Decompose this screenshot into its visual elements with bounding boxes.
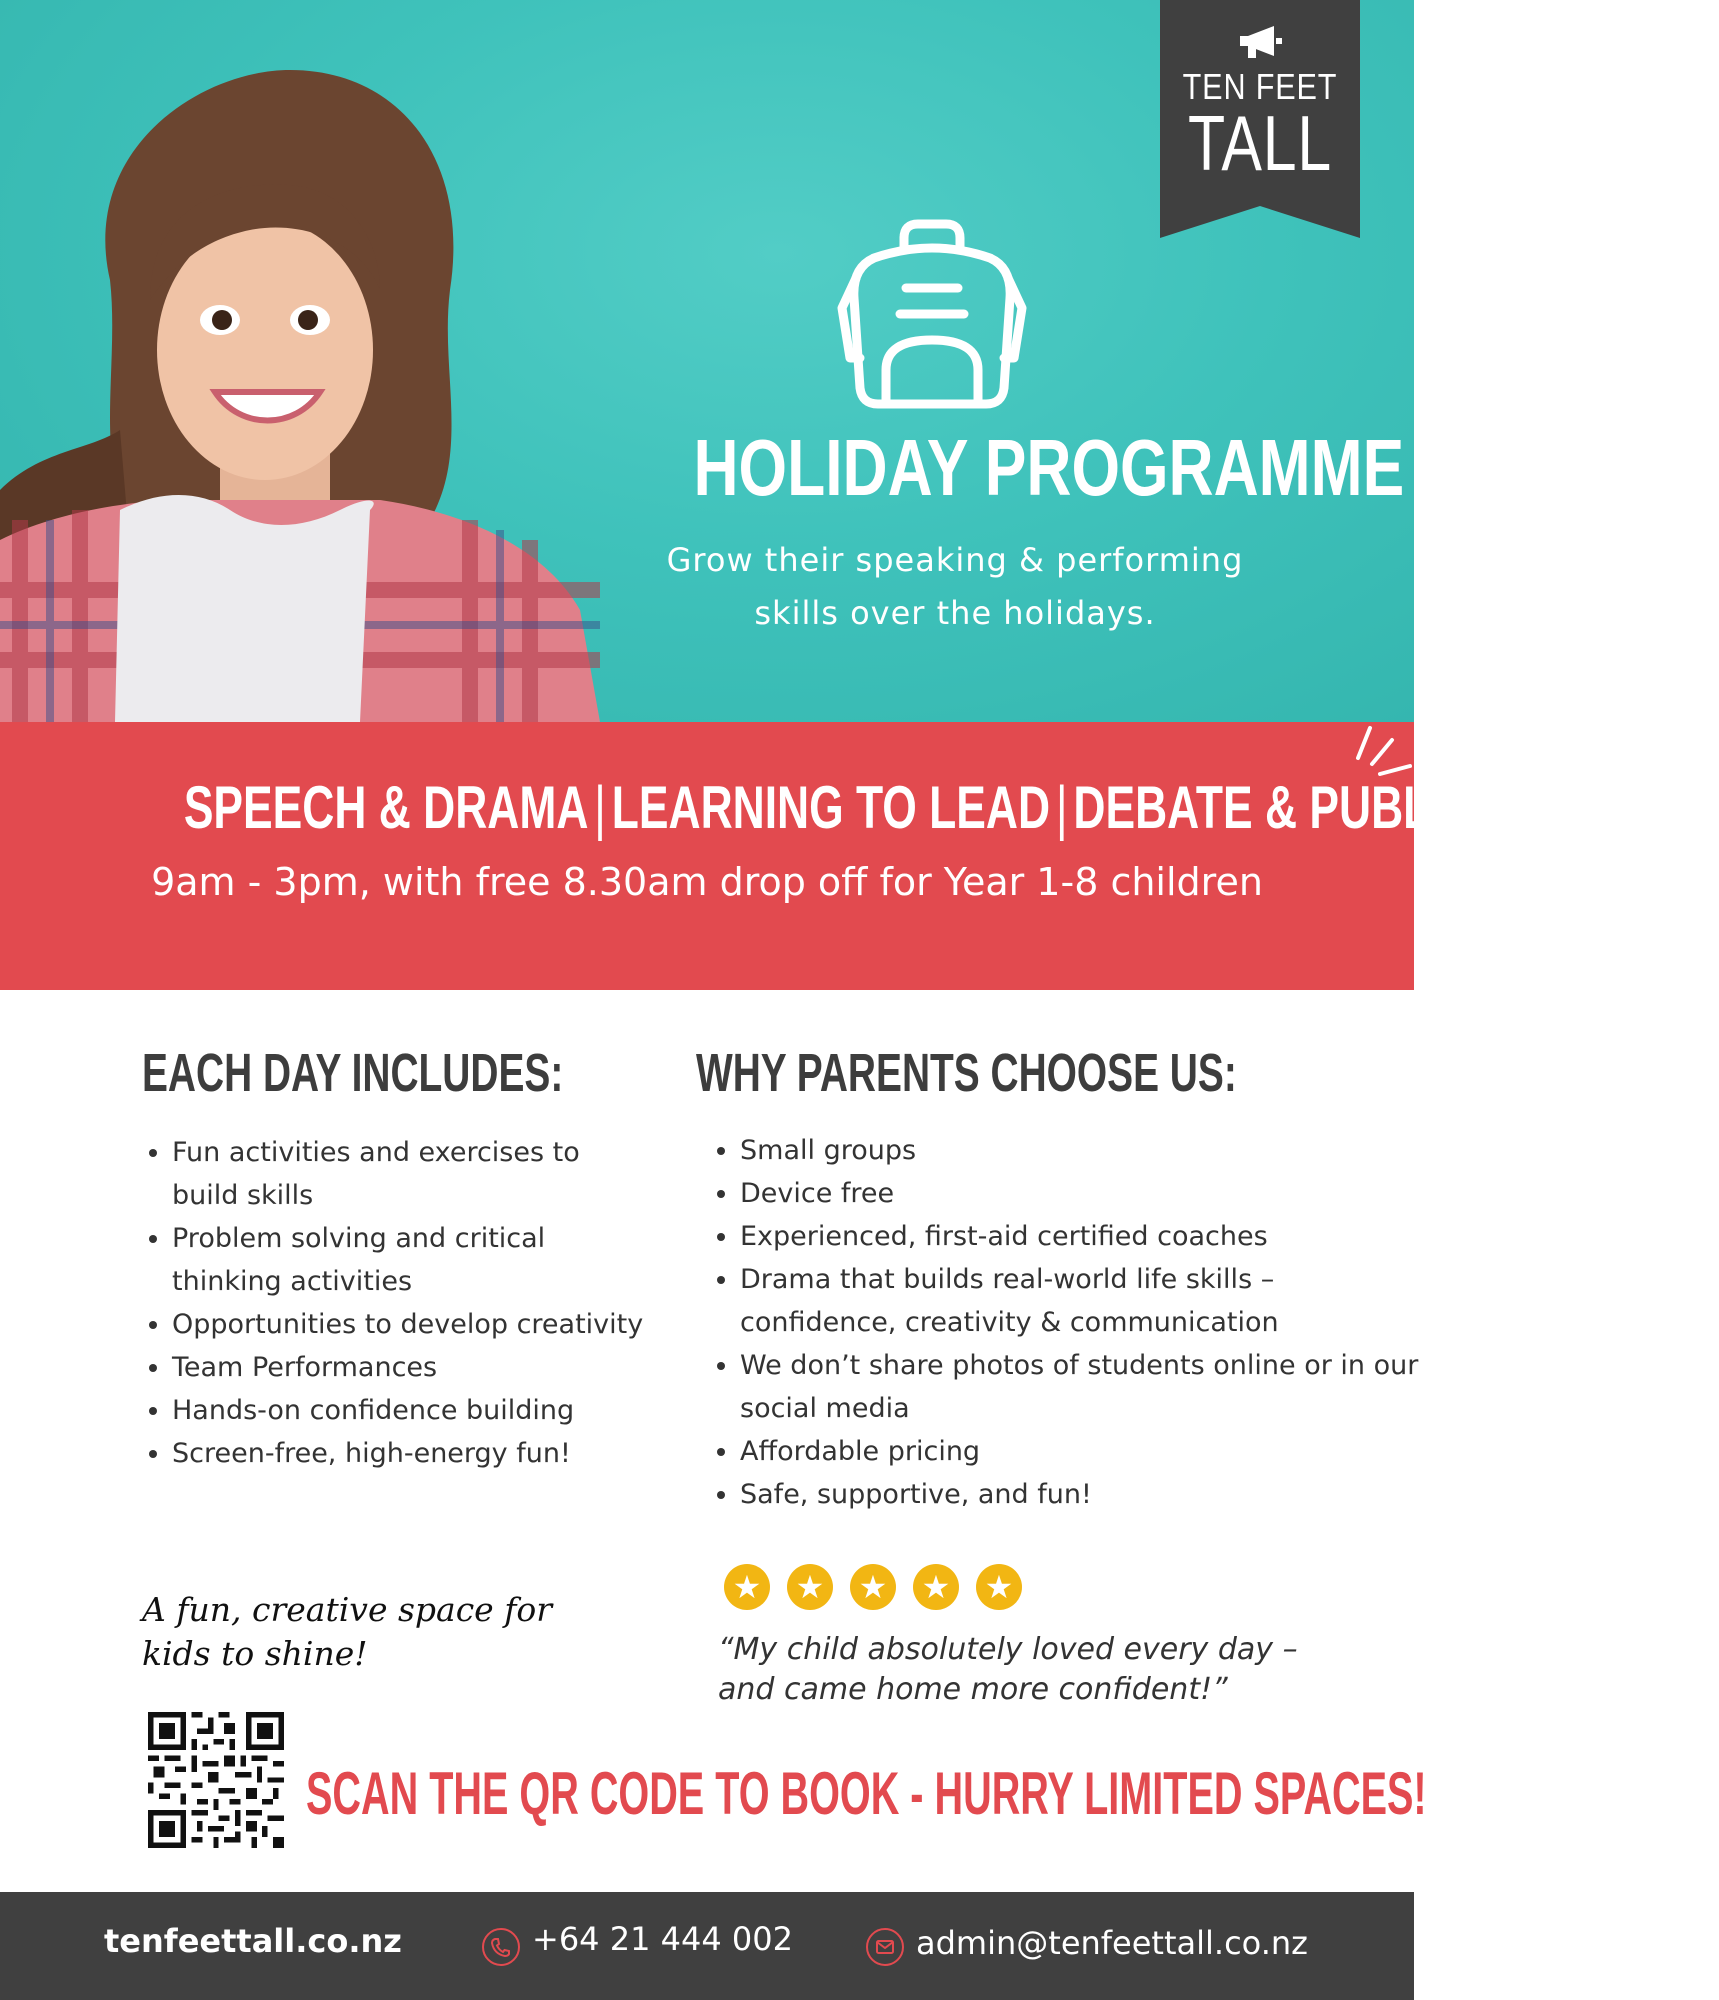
includes-heading: EACH DAY INCLUDES: [142, 1043, 564, 1103]
logo-text-top: TEN FEET [1182, 66, 1338, 107]
program-learning-to-lead: LEARNING TO LEAD [611, 774, 1051, 841]
tagline: A fun, creative space for kids to shine! [142, 1590, 553, 1673]
megaphone-icon [1238, 24, 1284, 60]
program-separator: | [1055, 774, 1068, 841]
phone-icon [482, 1928, 520, 1966]
programme-hours: 9am - 3pm, with free 8.30am drop off for Year 1-8 children [151, 860, 1263, 904]
website-link[interactable]: tenfeettall.co.nz [104, 1922, 402, 1960]
program-speech-drama: SPEECH & DRAMA [183, 774, 589, 841]
star-icon: ★ [913, 1564, 959, 1610]
hero-subtitle-line-1: Grow their speaking & performing [666, 541, 1244, 579]
footer [0, 1892, 1414, 2000]
qr-code[interactable] [148, 1712, 284, 1848]
list-item: • Problem solving and critical thinking activities [172, 1217, 650, 1303]
girl-photo [0, 70, 600, 722]
program-separator: | [594, 774, 606, 841]
page-title: HOLIDAY PROGRAMME [693, 423, 1405, 512]
star-icon: ★ [724, 1564, 770, 1610]
testimonial-quote: “My child absolutely loved every day – and came home more confident!” [718, 1632, 1298, 1707]
star-rating [724, 1564, 1022, 1614]
star-icon: ★ [850, 1564, 896, 1610]
list-item: • Device free [740, 1172, 1420, 1215]
list-item: • Opportunities to develop creativity [172, 1303, 650, 1346]
star-icon: ★ [787, 1564, 833, 1610]
list-item: • Team Performances [172, 1346, 650, 1389]
list-item: • Hands-on confidence building [172, 1389, 650, 1432]
email-icon [866, 1928, 904, 1966]
hero-section [0, 0, 1414, 722]
star-icon: ★ [976, 1564, 1022, 1610]
why-list [710, 1129, 1420, 1516]
email-address[interactable]: admin@tenfeettall.co.nz [916, 1924, 1308, 1962]
list-item: • Small groups [740, 1129, 1420, 1172]
brand-logo [1160, 0, 1360, 238]
booking-cta: SCAN THE QR CODE TO BOOK - HURRY LIMITED SPACES! [306, 1760, 1427, 1827]
programs-band [0, 722, 1719, 990]
list-item: • Drama that builds real-world life skills – confidence, creativity & communication [740, 1258, 1420, 1344]
hero-subtitle-line-2: skills over the holidays. [754, 594, 1156, 632]
list-item: • Experienced, first-aid certified coaches [740, 1215, 1420, 1258]
hero-subtitle [630, 534, 1280, 640]
list-item: • Affordable pricing [740, 1430, 1420, 1473]
why-heading: WHY PARENTS CHOOSE US: [696, 1043, 1237, 1103]
list-item: • Safe, supportive, and fun! [740, 1473, 1420, 1516]
backpack-icon [834, 218, 1030, 410]
phone-number[interactable]: +64 21 444 002 [532, 1920, 793, 1958]
logo-text-bottom: TALL [1187, 99, 1333, 187]
list-item: • Fun activities and exercises to build skills [172, 1131, 650, 1217]
sparkle-icon [1348, 722, 1414, 782]
list-item: • Screen-free, high-energy fun! [172, 1432, 650, 1475]
programs-list [183, 774, 1719, 841]
includes-list [142, 1131, 650, 1475]
program-debate: DEBATE & PUBLIC SPEAKING [1073, 774, 1719, 841]
list-item: • We don’t share photos of students online or in our social media [740, 1344, 1420, 1430]
